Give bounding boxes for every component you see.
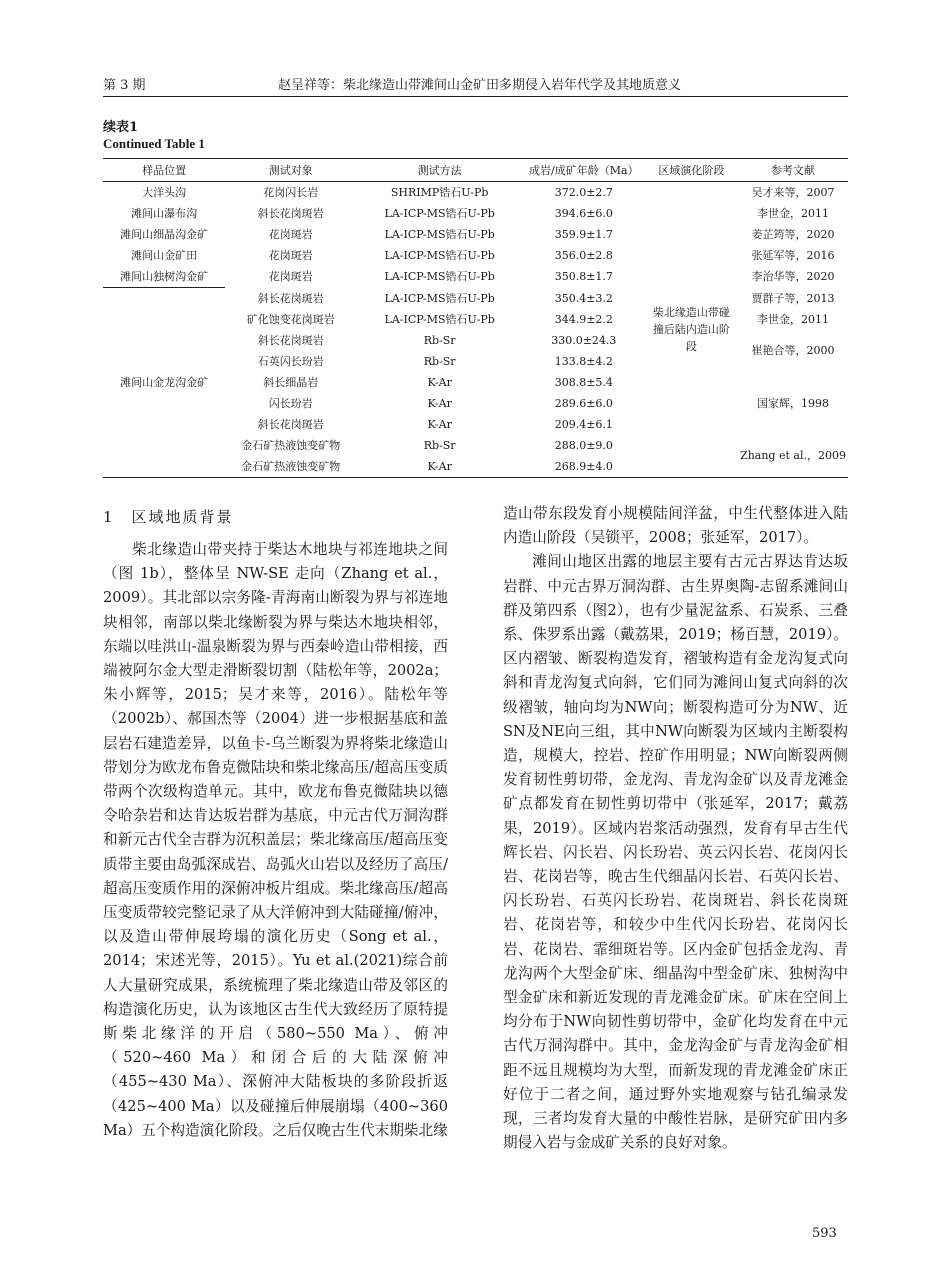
cell-age: 359.9±1.7 [554, 228, 613, 241]
col-header-stage: 区域演化阶段 [645, 159, 738, 182]
cell-age: 350.8±1.7 [554, 270, 613, 284]
cell-object: 矿化蚀变花岗斑岩 [246, 312, 335, 326]
cell-object: 花岗斑岩 [268, 270, 313, 284]
cell-object: 花岗斑岩 [268, 249, 313, 262]
cell-reference: 姜芷筠等，2020 [751, 228, 835, 241]
text-column-right [503, 502, 848, 1155]
cell-age: 350.4±3.2 [554, 291, 613, 305]
cell-object: 斜长花岗斑岩 [257, 417, 324, 431]
cell-method: LA-ICP-MS锆石U-Pb [384, 291, 495, 305]
cell-location: 滩间山瀑布沟 [131, 207, 198, 220]
text-column-left [103, 502, 448, 1143]
col-header-method: 测试方法 [356, 159, 523, 182]
cell-method: Rb-Sr [423, 438, 456, 452]
cell-object: 金石矿热液蚀变矿物 [241, 438, 341, 452]
cell-object: 闪长玢岩 [268, 396, 313, 410]
cell-location: 滩间山金矿田 [131, 249, 198, 262]
cell-location: 滩间山金龙沟金矿 [103, 288, 225, 478]
issue-number: 第 3 期 [103, 78, 146, 93]
cell-object: 斜长花岗斑岩 [257, 207, 324, 220]
cell-method: K-Ar [427, 417, 452, 431]
section-heading: 1 区域地质背景 [103, 508, 234, 526]
col-header-object: 测试对象 [225, 159, 356, 182]
cell-reference: 李治华等，2020 [751, 270, 835, 284]
cell-method: LA-ICP-MS锆石U-Pb [384, 207, 495, 220]
table-header-row [103, 159, 848, 182]
cell-age: 394.6±6.0 [554, 207, 613, 220]
cell-reference: 国家辉，1998 [757, 396, 830, 410]
cell-object: 花岗斑岩 [268, 228, 313, 241]
col-header-age: 成岩/成矿年龄（Ma） [523, 159, 645, 182]
cell-method: Rb-Sr [423, 333, 456, 347]
cell-method: LA-ICP-MS锆石U-Pb [384, 228, 495, 241]
data-table [103, 158, 848, 478]
cell-location: 滩间山细晶沟金矿 [120, 228, 209, 241]
cell-method: K-Ar [427, 459, 452, 473]
cell-reference: 贾群子等，2013 [751, 291, 835, 305]
cell-method: LA-ICP-MS锆石U-Pb [384, 249, 495, 262]
cell-age: 330.0±24.3 [551, 333, 617, 347]
running-title: 赵呈祥等：柴北缘造山带滩间山金矿田多期侵入岩年代学及其地质意义 [278, 78, 682, 93]
cell-object: 花岗闪长岩 [263, 186, 319, 199]
cell-object: 斜长花岗斑岩 [257, 333, 324, 347]
cell-location: 滩间山独树沟金矿 [120, 270, 209, 283]
cell-reference: 张延军等，2016 [751, 249, 835, 262]
table-row [103, 182, 848, 204]
cell-age: 289.6±6.0 [554, 396, 613, 410]
page-number: 593 [812, 1226, 837, 1241]
cell-method: LA-ICP-MS锆石U-Pb [384, 312, 495, 326]
cell-method: Rb-Sr [423, 354, 456, 368]
cell-age: 372.0±2.7 [554, 186, 613, 199]
cell-object: 斜长花岗斑岩 [257, 291, 324, 305]
cell-method: K-Ar [427, 375, 452, 389]
body-paragraph: 造山带东段发育小规模陆间洋盆，中生代整体进入陆内造山阶段（吴锁平，2008；张延军，2017）。 [503, 505, 848, 547]
cell-age: 133.8±4.2 [554, 354, 613, 368]
cell-method: LA-ICP-MS锆石U-Pb [384, 270, 495, 284]
cell-reference: 吴才来等，2007 [751, 186, 835, 199]
cell-age: 308.8±5.4 [554, 375, 613, 389]
cell-reference: 李世金，2011 [757, 312, 830, 326]
cell-age: 288.0±9.0 [554, 438, 613, 452]
table-caption-cn: 续表1 [103, 120, 139, 135]
cell-location: 大洋头沟 [142, 186, 187, 199]
col-header-location: 样品位置 [103, 159, 225, 182]
cell-age: 268.9±4.0 [554, 459, 613, 473]
cell-age: 356.0±2.8 [554, 249, 613, 262]
cell-object: 石英闪长玢岩 [257, 354, 324, 368]
cell-reference: 崔艳合等，2000 [751, 344, 835, 357]
cell-method: SHRIMP锆石U-Pb [390, 186, 489, 199]
table-caption-en: Continued Table 1 [103, 136, 205, 151]
cell-object: 斜长细晶岩 [263, 375, 319, 389]
cell-method: K-Ar [427, 396, 452, 410]
cell-reference: 李世金，2011 [757, 207, 830, 220]
cell-age: 344.9±2.2 [554, 312, 613, 326]
running-header [103, 70, 848, 97]
cell-reference: Zhang et al.，2009 [740, 449, 846, 462]
cell-age: 209.4±6.1 [554, 417, 613, 431]
cell-stage: 柴北缘造山带碰撞后陆内造山阶段 [652, 305, 730, 353]
body-paragraph: 柴北缘造山带夹持于柴达木地块与祁连地块之间（图 1b），整体呈 NW-SE 走向（Zhang et al.，2009）。其北部以宗务隆-青海南山断裂为界与祁连地块相邻，南部以柴北缘断裂为界与柴达木地块相邻，东端以哇洪山-温泉断裂为界与西秦岭造山带相接，西端被阿尔金大型走滑断裂切割（陆松年等，2002a；朱小辉等，2015；吴才来等，2016）。陆松年等（2002b）、郝国杰等（2004）进一步根据基底和盖层岩石建造差异，以鱼卡-乌兰断裂为界将柴北缘造山带划分为欧龙布鲁克微陆块和柴北缘高压/超高压变质带两个次级构造单元。其中，欧龙布鲁克微陆块以德令哈杂岩和达肯达坂岩群为基底，中元古代万洞沟群和新元古代全吉群为沉积盖层；柴北缘高压/超高压变质带主要由岛弧深成岩、岛弧火山岩以及经历了高压/超高压变质作用的深俯冲板片组成。柴北缘高压/超高压变质带较完整记录了从大洋俯冲到大陆碰撞/俯冲，以及造山带伸展垮塌的演化历史（Song et al.，2014；宋述光等，2015）。Yu et al.(2021)综合前人大量研究成果，系统梳理了柴北缘造山带及邻区的构造演化历史，认为该地区古生代大致经历了原特提斯柴北缘洋的开启（580~550 Ma）、俯冲（520~460 Ma）和闭合后的大陆深俯冲（455~430 Ma）、深俯冲大陆板块的多阶段折返（425~400 Ma）以及碰撞后伸展崩塌（400~360 Ma）五个构造演化阶段。之后仅晚古生代末期柴北缘 [103, 541, 448, 1139]
col-header-reference: 参考文献 [738, 159, 848, 182]
cell-object: 金石矿热液蚀变矿物 [241, 459, 341, 473]
body-paragraph: 滩间山地区出露的地层主要有古元古界达肯达坂岩群、中元古界万洞沟群、古生界奥陶-志留系滩间山群及第四系（图2），也有少量泥盆系、石炭系、三叠系、侏罗系出露（戴荔果，2019；杨百慧，2019）。区内褶皱、断裂构造发育，褶皱构造有金龙沟复式向斜和青龙沟复式向斜，它们同为滩间山复式向斜的次级褶皱，轴向均为NW向；断裂构造可分为NW、近SN及NE向三组，其中NW向断裂为区域内主断裂构造，规模大，控岩、控矿作用明显；NW向断裂两侧发育韧性剪切带，金龙沟、青龙沟金矿以及青龙滩金矿点都发育在韧性剪切带中（张延军，2017；戴荔果，2019）。区域内岩浆活动强烈，发育有早古生代辉长岩、闪长岩、闪长玢岩、英云闪长岩、花岗闪长岩、花岗岩等，晚古生代细晶闪长岩、石英闪长岩、闪长玢岩、石英闪长玢岩、花岗斑岩、斜长花岗斑岩、花岗岩等，和较少中生代闪长玢岩、花岗闪长岩、花岗岩、霏细斑岩等。区内金矿包括金龙沟、青龙沟两个大型金矿床、细晶沟中型金矿床、独树沟中型金矿床和新近发现的青龙滩金矿床。矿床在空间上均分布于NW向韧性剪切带中，金矿化均发育在中元古代万洞沟群中。其中，金龙沟金矿与青龙沟金矿相距不远且规模均为大型，而新发现的青龙滩金矿床正好位于二者之间，通过野外实地观察与钻孔编录发现，三者均发育大量的中酸性岩脉，是研究矿田内多期侵入岩与金成矿关系的良好对象。 [503, 553, 848, 1152]
